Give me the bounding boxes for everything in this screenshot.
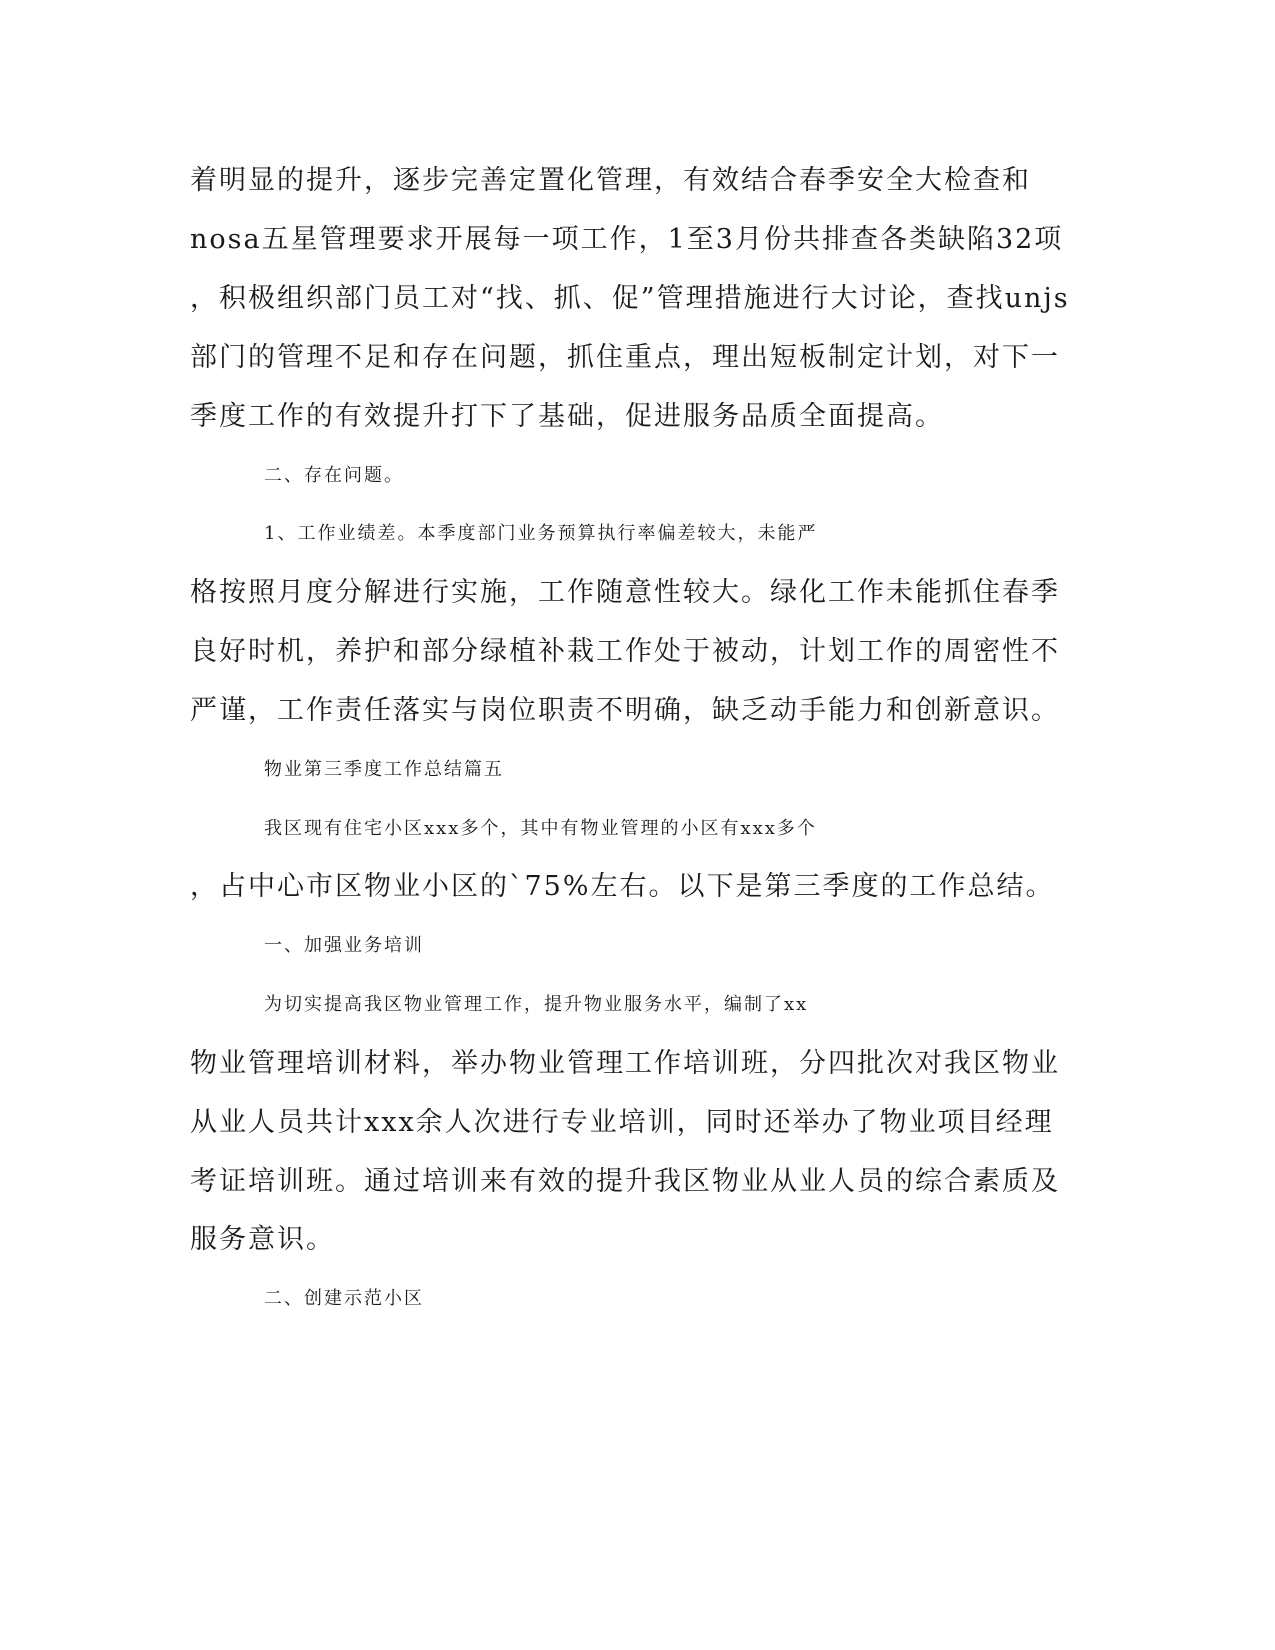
body-text-line: 服务意识。: [190, 1224, 335, 1255]
article-title: 物业第三季度工作总结篇五: [264, 759, 504, 780]
body-text-line: 考证培训班。通过培训来有效的提升我区物业从业人员的综合素质及: [190, 1166, 1060, 1197]
body-text-line: 良好时机，养护和部分绿植补栽工作处于被动，计划工作的周密性不: [190, 636, 1060, 667]
section-heading: 二、创建示范小区: [264, 1288, 424, 1309]
body-text-line: nosa五星管理要求开展每一项工作，1至3月份共排查各类缺陷32项: [190, 224, 1064, 255]
section-heading: 二、存在问题。: [264, 465, 404, 486]
body-text-line: 我区现有住宅小区xxx多个，其中有物业管理的小区有xxx多个: [264, 818, 817, 839]
body-text-line: 季度工作的有效提升打下了基础，促进服务品质全面提高。: [190, 401, 944, 432]
body-text-line: 从业人员共计xxx余人次进行专业培训，同时还举办了物业项目经理: [190, 1107, 1054, 1138]
body-text-line: 严谨，工作责任落实与岗位职责不明确，缺乏动手能力和创新意识。: [190, 695, 1060, 726]
body-text-line: 为切实提高我区物业管理工作，提升物业服务水平，编制了xx: [264, 994, 809, 1015]
body-text-line: 物业管理培训材料，举办物业管理工作培训班，分四批次对我区物业: [190, 1048, 1060, 1079]
section-heading: 一、加强业务培训: [264, 935, 424, 956]
body-text-line: 部门的管理不足和存在问题，抓住重点，理出短板制定计划，对下一: [190, 342, 1060, 373]
body-text-line: ，占中心市区物业小区的`75%左右。以下是第三季度的工作总结。: [190, 871, 1055, 902]
body-text-line: 1、工作业绩差。本季度部门业务预算执行率偏差较大，未能严: [264, 523, 818, 544]
body-text-line: 格按照月度分解进行实施，工作随意性较大。绿化工作未能抓住春季: [190, 577, 1060, 608]
body-text-line: 着明显的提升，逐步完善定置化管理，有效结合春季安全大检查和: [190, 165, 1031, 196]
body-text-line: ，积极组织部门员工对“找、抓、促”管理措施进行大讨论，查找unjs: [190, 283, 1070, 314]
